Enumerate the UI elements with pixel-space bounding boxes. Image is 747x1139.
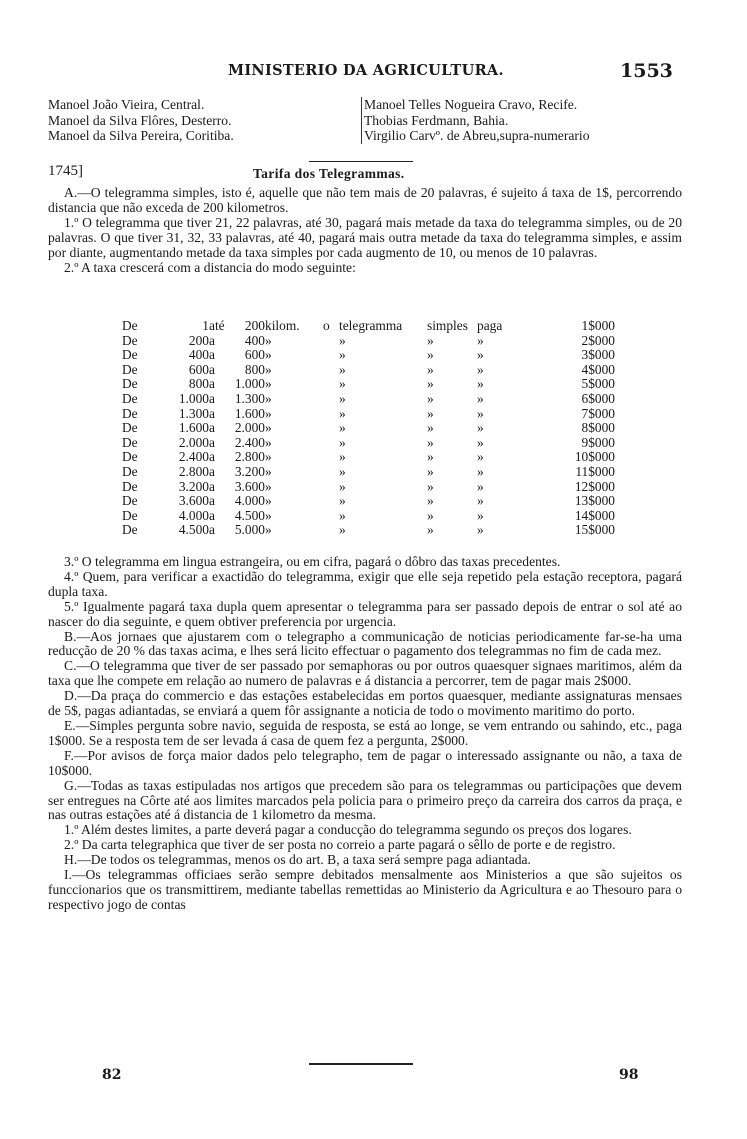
cell-value: 9$000: [581, 434, 615, 450]
cell-unit: kilom.: [265, 318, 300, 333]
cell-ditto: »: [265, 361, 272, 377]
cell-ditto: »: [427, 361, 434, 377]
cell-ditto: »: [265, 420, 272, 436]
cell-from: 1.600: [178, 420, 209, 436]
cell-empty: [323, 377, 339, 392]
table-row: [122, 436, 615, 451]
paragraph: E.—Simples pergunta sobre navio, seguida de resposta, se está ao longe, se vem entrando ou sahindo, etc., paga 1$000. Se a resposta tem de ser levada á casa de quem fez a pergunta, 2$000.: [48, 717, 682, 748]
cell-ditto: »: [427, 449, 434, 465]
cell-from: 4.000: [178, 507, 209, 523]
cell-from: 1.300: [178, 405, 209, 421]
cell-value: 11$000: [575, 463, 615, 479]
cell-sep: a: [209, 420, 215, 436]
cell-sep: a: [209, 434, 215, 450]
cell-ditto: »: [339, 376, 346, 392]
cell-ditto: »: [339, 463, 346, 479]
table-row: [122, 509, 615, 524]
paragraph: 2.º A taxa crescerá com a distancia do modo seguinte:: [64, 259, 356, 275]
cell-ditto: »: [265, 493, 272, 509]
cell-empty: [323, 392, 339, 407]
paragraph: I.—Os telegrammas officiaes serão sempre debitados mensalmente aos Ministerios a que são sujeitos os funccionarios que os transmittirem, mediante tabellas remettidas ao Ministerio da Agricultura e ao Thesouro para o respectivo jogo de contas: [48, 867, 682, 912]
cell-ditto: »: [477, 434, 484, 450]
cell-to: 800: [244, 361, 265, 377]
table-row: [122, 377, 615, 392]
end-rule: [309, 1063, 413, 1065]
cell-ditto: »: [265, 478, 272, 494]
cell-prefix: De: [122, 361, 138, 377]
section-title: Tarifa dos Telegrammas.: [253, 166, 405, 181]
table-row: [122, 523, 615, 538]
cell-to: 4.000: [234, 493, 265, 509]
cell-prefix: De: [122, 318, 138, 333]
cell-prefix: De: [122, 463, 138, 479]
cell-ditto: »: [339, 493, 346, 509]
cell-prefix: De: [122, 507, 138, 523]
cell-empty: [323, 334, 339, 349]
cell-empty: [323, 465, 339, 480]
cell-sep: a: [209, 405, 215, 421]
name-entry: Thobias Ferdmann, Bahia.: [364, 112, 509, 128]
cell-to: 1.000: [234, 376, 265, 392]
cell-ditto: »: [477, 522, 484, 538]
cell-ditto: »: [427, 493, 434, 509]
cell-ditto: »: [477, 449, 484, 465]
cell-empty: [323, 363, 339, 378]
cell-sep: a: [209, 390, 215, 406]
cell-sep: a: [209, 522, 215, 538]
table-row: [122, 465, 615, 480]
cell-sep: a: [209, 361, 215, 377]
paragraph: 2.º Da carta telegraphica que tiver de ser posta no correio a parte pagará o sêllo de porte e de registro.: [64, 837, 616, 853]
rules-text: [48, 555, 682, 913]
table-row: [122, 392, 615, 407]
cell-value: 1$000: [581, 318, 615, 333]
cell-ditto: »: [427, 420, 434, 436]
cell-value: 13$000: [574, 493, 615, 509]
cell-ditto: »: [477, 493, 484, 509]
cell-ditto: »: [265, 405, 272, 421]
cell-ditto: »: [265, 376, 272, 392]
cell-to: 3.200: [234, 463, 265, 479]
cell-prefix: De: [122, 405, 138, 421]
cell-ditto: »: [339, 522, 346, 538]
article-number: 1745]: [48, 163, 83, 179]
table-row: [122, 494, 615, 509]
cell-from: 200: [188, 332, 209, 348]
cell-value: 14$000: [574, 507, 615, 523]
footer-number-right: 98: [619, 1067, 639, 1083]
cell-ditto: »: [477, 478, 484, 494]
cell-ditto: »: [265, 463, 272, 479]
cell-ditto: »: [477, 507, 484, 523]
table-row: [122, 319, 615, 334]
intro-text: [48, 186, 682, 275]
cell-ditto: »: [427, 478, 434, 494]
cell-ditto: »: [427, 376, 434, 392]
table-row: [122, 421, 615, 436]
cell-sep: a: [209, 347, 215, 363]
cell-empty: [323, 421, 339, 436]
table-row: [122, 363, 615, 378]
cell-value: 2$000: [581, 332, 615, 348]
cell-ditto: »: [339, 434, 346, 450]
cell-word: telegramma: [339, 318, 403, 333]
cell-ditto: »: [477, 332, 484, 348]
cell-value: 5$000: [581, 376, 615, 392]
cell-ditto: »: [427, 434, 434, 450]
paragraph: B.—Aos jornaes que ajustarem com o telegrapho a communicação de noticias periodicamente far-se-ha uma reducção de 20 % das taxas acima, e lhes será licito effectuar o pagamento dos telegrammas no fim de cada mez.: [48, 628, 682, 659]
cell-prefix: De: [122, 376, 138, 392]
cell-from: 4.500: [178, 522, 209, 538]
cell-from: 1: [202, 318, 209, 333]
cell-ditto: »: [265, 449, 272, 465]
paragraph: H.—De todos os telegrammas, menos os do art. B, a taxa será sempre paga adiantada.: [64, 852, 531, 868]
cell-ditto: »: [265, 522, 272, 538]
cell-value: 8$000: [581, 420, 615, 436]
paragraph: 1.º O telegramma que tiver 21, 22 palavras, até 30, pagará mais metade da taxa do telegramma simples, ou de 20 palavras. O que tiver 31, 32, 33 palavras, até 40, pagará mais outra metade da taxa do telegramma simples, e assim por diante, augmentando metade da taxa simples por cada augmento de 10, ou menos de 10 palavras.: [48, 214, 682, 260]
paragraph: 4.º Quem, para verificar a exactidão do telegramma, exigir que elle seja repetido pela estação receptora, pagará dupla taxa.: [48, 568, 682, 599]
cell-value: 15$000: [574, 522, 615, 538]
cell-sep: a: [209, 449, 215, 465]
cell-prefix: De: [122, 332, 138, 348]
cell-ditto: »: [339, 478, 346, 494]
cell-prefix: De: [122, 449, 138, 465]
cell-ditto: »: [339, 390, 346, 406]
cell-value: 12$000: [574, 478, 615, 494]
names-list: [48, 97, 688, 144]
cell-sep: a: [209, 507, 215, 523]
cell-article: o: [323, 318, 330, 333]
cell-ditto: »: [427, 463, 434, 479]
footer-number-left: 82: [102, 1067, 122, 1083]
table-row: [122, 480, 615, 495]
cell-ditto: »: [427, 390, 434, 406]
tariff-table: [122, 319, 615, 538]
cell-from: 400: [188, 347, 209, 363]
cell-to: 400: [244, 332, 265, 348]
cell-ditto: »: [477, 420, 484, 436]
cell-from: 2.000: [178, 434, 209, 450]
cell-value: 10$000: [574, 449, 615, 465]
cell-empty: [323, 436, 339, 451]
cell-empty: [323, 450, 339, 465]
cell-ditto: »: [339, 405, 346, 421]
cell-to: 2.400: [234, 434, 265, 450]
cell-ditto: »: [477, 376, 484, 392]
cell-ditto: »: [427, 347, 434, 363]
cell-ditto: »: [339, 361, 346, 377]
cell-ditto: »: [339, 347, 346, 363]
cell-to: 1.600: [234, 405, 265, 421]
paragraph: F.—Por avisos de força maior dados pelo telegrapho, tem de pagar o interessado assignante ou não, a taxa de 10$000.: [48, 747, 682, 778]
cell-from: 800: [188, 376, 209, 392]
cell-to: 3.600: [234, 478, 265, 494]
cell-prefix: De: [122, 347, 138, 363]
cell-prefix: De: [122, 522, 138, 538]
cell-ditto: »: [339, 332, 346, 348]
cell-prefix: De: [122, 434, 138, 450]
cell-prefix: De: [122, 478, 138, 494]
cell-ditto: »: [265, 332, 272, 348]
cell-ditto: »: [339, 507, 346, 523]
cell-to: 2.800: [234, 449, 265, 465]
cell-sep: a: [209, 463, 215, 479]
cell-from: 3.200: [178, 478, 209, 494]
cell-to: 1.300: [234, 390, 265, 406]
paragraph: D.—Da praça do commercio e das estações estabelecidas em portos quaesquer, mediante assignaturas mensaes de 5$, pagas adiantadas, se enviará a quem fôr assignante a noticia de todo o movimento maritimo do porto.: [48, 688, 682, 719]
cell-prefix: De: [122, 420, 138, 436]
table-row: [122, 334, 615, 349]
names-column-left: [48, 97, 361, 144]
paragraph: 3.º O telegramma em lingua estrangeira, ou em cifra, pagará o dôbro das taxas precedentes.: [64, 554, 561, 569]
table-row: [122, 407, 615, 422]
cell-ditto: »: [427, 405, 434, 421]
cell-value: 3$000: [581, 347, 615, 363]
cell-ditto: »: [265, 507, 272, 523]
cell-sep: a: [209, 376, 215, 392]
cell-from: 600: [188, 361, 209, 377]
cell-ditto: »: [265, 347, 272, 363]
name-entry: Virgilio Carvº. de Abreu,supra-numerario: [364, 128, 590, 143]
table-row: [122, 450, 615, 465]
cell-sep: a: [209, 478, 215, 494]
name-entry: Manoel João Vieira, Central.: [48, 97, 205, 112]
cell-value: 6$000: [581, 390, 615, 406]
cell-empty: [323, 509, 339, 524]
cell-prefix: De: [122, 493, 138, 509]
cell-empty: [323, 494, 339, 509]
cell-ditto: »: [477, 361, 484, 377]
paragraph: A.—O telegramma simples, isto é, aquelle que não tem mais de 20 palavras, é sujeito á taxa de 1$, percorrendo distancia que não exceda de 200 kilometros.: [48, 185, 682, 215]
cell-ditto: »: [265, 390, 272, 406]
paragraph: 5.º Igualmente pagará taxa dupla quem apresentar o telegramma para ser passado depois de entrar o sol até ao nascer do dia seguinte, e quem obtiver preferencia por urgencia.: [48, 598, 682, 629]
cell-from: 1.000: [178, 390, 209, 406]
name-entry: Manoel Telles Nogueira Cravo, Recife.: [364, 97, 578, 112]
cell-ditto: »: [265, 434, 272, 450]
cell-empty: [323, 523, 339, 538]
cell-prefix: De: [122, 390, 138, 406]
name-entry: Manoel da Silva Pereira, Coritiba.: [48, 128, 234, 143]
names-column-right: [361, 97, 590, 144]
cell-empty: [323, 348, 339, 363]
cell-ditto: »: [477, 405, 484, 421]
cell-sep: a: [209, 493, 215, 509]
page-number: 1553: [620, 60, 673, 82]
cell-to: 4.500: [234, 507, 265, 523]
cell-to: 2.000: [234, 420, 265, 436]
cell-value: 4$000: [581, 361, 615, 377]
cell-empty: [323, 480, 339, 495]
cell-ditto: »: [477, 463, 484, 479]
cell-from: 3.600: [178, 493, 209, 509]
cell-word: simples: [427, 318, 468, 333]
cell-ditto: »: [427, 332, 434, 348]
cell-from: 2.800: [178, 463, 209, 479]
table-row: [122, 348, 615, 363]
cell-ditto: »: [427, 522, 434, 538]
cell-ditto: »: [339, 449, 346, 465]
cell-empty: [323, 407, 339, 422]
cell-to: 600: [244, 347, 265, 363]
paragraph: 1.º Além destes limites, a parte deverá pagar a conducção do telegramma segundo os preços dos logares.: [64, 822, 632, 838]
cell-to: 200: [244, 318, 265, 333]
cell-sep: até: [209, 318, 225, 333]
cell-ditto: »: [339, 420, 346, 436]
cell-sep: a: [209, 332, 215, 348]
cell-value: 7$000: [581, 405, 615, 421]
running-title: MINISTERIO DA AGRICULTURA.: [228, 62, 504, 79]
paragraph: C.—O telegramma que tiver de ser passado por semaphoras ou por outros quaesquer signaes maritimos, além da taxa que lhe compete em relação ao numero de palavras e á distancia a percorrer, tem de pagar mais 2$000.: [48, 658, 682, 689]
name-entry: Manoel da Silva Flôres, Desterro.: [48, 112, 232, 128]
cell-from: 2.400: [178, 449, 209, 465]
cell-ditto: »: [427, 507, 434, 523]
cell-ditto: »: [477, 347, 484, 363]
cell-word: paga: [477, 318, 503, 333]
section-divider: [309, 161, 413, 162]
cell-to: 5.000: [234, 522, 265, 538]
paragraph: G.—Todas as taxas estipuladas nos artigos que precedem são para os telegrammas ou participações que devem ser entregues na Côrte até aos limites marcados pela policia para o primeiro preço da carreira dos carros da praça, e nas outras estações até á distancia de 1 kilometro da mesma.: [48, 777, 682, 823]
cell-ditto: »: [477, 390, 484, 406]
